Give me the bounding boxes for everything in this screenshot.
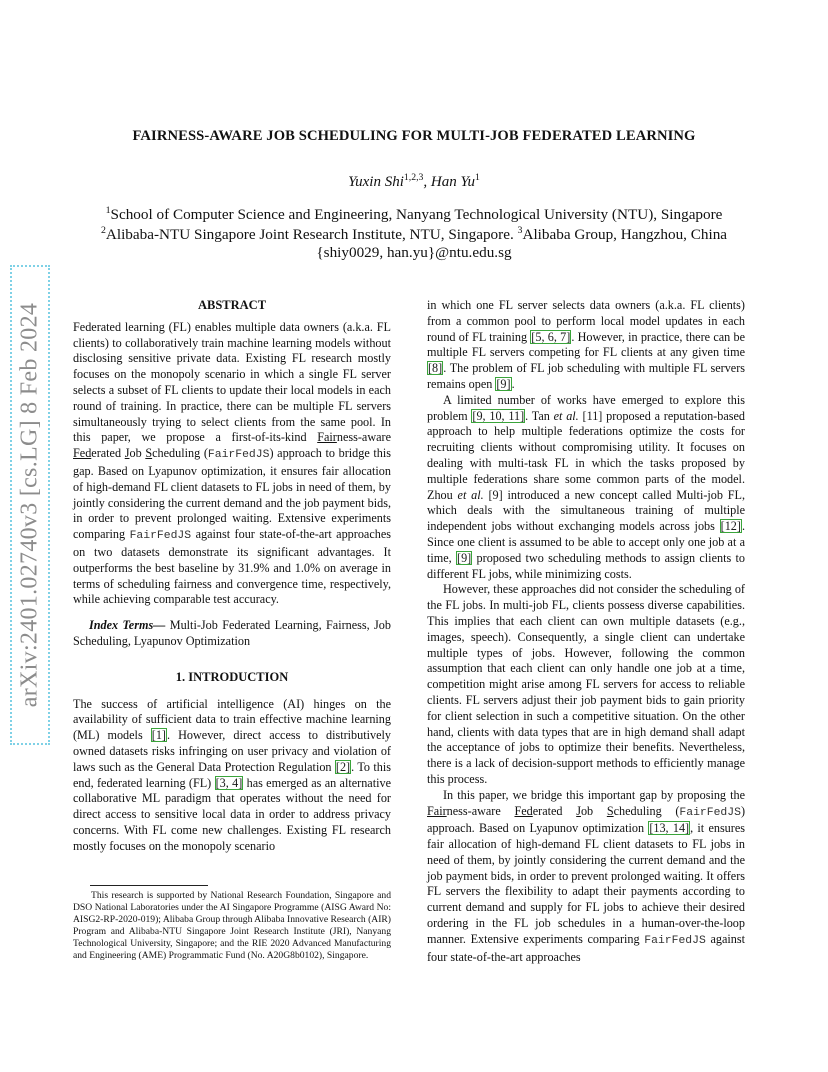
affiliation-line-1 bbox=[60, 205, 768, 224]
citation-link[interactable]: [1] bbox=[151, 728, 166, 743]
affil-1-marker: 1 bbox=[105, 205, 111, 216]
affil-3-text: Alibaba Group, Hangzhou, China bbox=[522, 226, 728, 244]
right-paragraph-4 bbox=[427, 788, 745, 966]
acronym-f: Fair bbox=[317, 430, 337, 445]
author-2-affil: 1 bbox=[474, 172, 480, 183]
intro-part-1: The success of artificial intelligence (AI) hinges on the availability of sufficient data to train effective machine learning (ML) models bbox=[73, 696, 391, 743]
et-al: et al. bbox=[457, 487, 484, 502]
author-separator: , bbox=[423, 174, 431, 190]
rp1-a: in which one FL server selects data owners (a.k.a. FL clients) from a common pool to perform local model updates in each round of FL training bbox=[427, 298, 745, 344]
acronym-s: S bbox=[145, 446, 153, 461]
citation-link[interactable]: [8] bbox=[428, 361, 443, 376]
citation-link[interactable]: [2] bbox=[335, 759, 351, 774]
affil-2-marker: 2 bbox=[100, 225, 106, 236]
affil-1-text: School of Computer Science and Engineering, Nanyang Technological University (NTU), Singapore bbox=[110, 206, 723, 224]
acronym-rest-2: erated bbox=[532, 803, 577, 818]
method-name: FairFedJS bbox=[679, 806, 741, 819]
citation-link[interactable]: [9] bbox=[457, 550, 472, 565]
rp2-e: . Since one client is assumed to be able to accept only one job at a time, bbox=[427, 519, 745, 565]
abstract-text bbox=[73, 320, 391, 608]
funding-footnote: This research is supported by National Research Foundation, Singapore and DSO National Laboratories under the AI Singapore Programme (AISG Award No: AISG2-RP-2020-019); Alibaba Group through Alibaba Innovative Research (AIR) Program and Alibaba-NTU Singapore Joint Research Institute (JRI), Nanyang Technological University, Singapore; and the RIE 2020 Advanced Manufacturing and Engineering (AME) Programmatic Fund (No. A20G8b0102), Singapore. bbox=[73, 890, 391, 961]
rp2-b: . Tan bbox=[525, 408, 554, 423]
rp1-d: . bbox=[511, 376, 515, 391]
right-column bbox=[427, 298, 745, 965]
paper-title: FAIRNESS-AWARE JOB SCHEDULING FOR MULTI-JOB FEDERATED LEARNING bbox=[132, 128, 696, 144]
rp4-c: , it ensures fair allocation of high-demand FL client datasets to FL jobs in need of them, by jointly considering the current demand and the job payment bids, in order to prevent prolonged waiting. It offers FL servers the flexibility to adapt their payments according to current demand and supply for FL jobs to achieve their desired ordering in the FL job schedules in a human-over-the-loop manner. Extensive experiments comparing bbox=[427, 821, 745, 946]
rp4-b: ) approach. Based on Lyapunov optimization bbox=[427, 803, 746, 836]
left-column bbox=[73, 298, 391, 855]
intro-part-3: . To this end, federated learning (FL) bbox=[73, 759, 392, 790]
acronym-fed: Fed bbox=[73, 446, 92, 461]
author-emails: {shiy0029, han.yu}@ntu.edu.sg bbox=[316, 244, 512, 261]
index-terms bbox=[73, 618, 391, 650]
acronym-j: J bbox=[124, 446, 130, 461]
acronym-j: J bbox=[576, 803, 581, 818]
method-name-2: FairFedJS bbox=[129, 530, 192, 543]
abstract-part-2: ) approach to bridge this gap. Based on Lyapunov optimization, it ensures fair allocation of high-demand FL client datasets to FL jobs in need of them, by jointly considering the current demand and the job payment bids, in order to prevent prolonged waiting. Extensive experiments comparing bbox=[73, 446, 392, 542]
affil-2-text: Alibaba-NTU Singapore Joint Research Institute, NTU, Singapore. bbox=[105, 226, 518, 244]
author-1-affil: 1,2,3 bbox=[403, 172, 424, 183]
index-terms-label: Index Terms— bbox=[89, 618, 166, 633]
rp2-a: A limited number of works have emerged to explore this problem bbox=[427, 392, 745, 423]
acronym-rest-1: ness-aware bbox=[446, 803, 515, 818]
method-name-2: FairFedJS bbox=[644, 934, 706, 947]
right-paragraph-3: However, these approaches did not consider the scheduling of the FL jobs. In multi-job FL, clients possess diverse capabilities. This implies that each client can own multiple datasets (e.g., images, speech). Consequently, a single client can undertake multiple types of jobs. However, following the common assumption that each client can only handle one job at a time, competition might arise among FL servers for access to reliable clients. FL servers adjust their job payment bids to gain priority for client selection in such a competitive situation. On the other hand, clients with data types that are in high demand shall adapt the acceptance of jobs to optimize their benefits. Nevertheless, there is a lack of decision-support methods to efficiently manage this process. bbox=[427, 582, 745, 786]
acronym-rest-2: erated bbox=[91, 446, 125, 461]
arxiv-stamp bbox=[10, 265, 50, 745]
method-name: FairFedJS bbox=[207, 449, 270, 462]
right-paragraph-2 bbox=[427, 393, 745, 583]
acronym-rest-3: ob bbox=[129, 446, 146, 461]
acronym-rest-3: ob bbox=[580, 803, 607, 818]
abstract-heading: ABSTRACT bbox=[197, 298, 267, 312]
citation-link[interactable]: [9] bbox=[496, 376, 511, 391]
abstract-part-1: Federated learning (FL) enables multiple data owners (a.k.a. FL clients) to collaboratively train machine learning models without disclosing sensitive private data. Existing FL research mostly focuses on the monopoly scenario in which a single FL server selects a subset of FL clients to update their local models in each round of training. In practice, there can be multiple FL servers simultaneously trying to select clients from the same pool. In this paper, we propose a first-of-its-kind bbox=[73, 319, 391, 445]
acronym-rest-4: cheduling ( bbox=[613, 803, 680, 818]
citation-link[interactable]: [3, 4] bbox=[215, 775, 243, 790]
intro-heading: 1. INTRODUCTION bbox=[175, 669, 289, 684]
author-1-name: Yuxin Shi bbox=[348, 174, 404, 190]
acronym-f: Fair bbox=[427, 803, 447, 818]
rp2-c: proposed a reputation-based approach to help multiple federations optimize the costs for recruiting clients without compromising utility. It focuses on dealing with multi-task FL in which the tasks proposed by multiple federations share some common parts of the model. Zhou bbox=[427, 408, 745, 502]
rp4-a: In this paper, we bridge this important gap by proposing the bbox=[443, 787, 745, 802]
arxiv-identifier: arXiv:2401.02740v3 [cs.LG] 8 Feb 2024 bbox=[16, 302, 43, 708]
author-line bbox=[60, 172, 768, 191]
author-2-name: Han Yu bbox=[430, 174, 475, 190]
rp1-c: . The problem of FL job scheduling with multiple FL servers remains open bbox=[427, 361, 745, 391]
footnote-rule bbox=[90, 885, 208, 886]
intro-text bbox=[73, 697, 391, 855]
affiliation-line-2 bbox=[60, 225, 768, 244]
citation-link[interactable]: [13, 14] bbox=[649, 821, 690, 836]
acronym-s: S bbox=[606, 803, 614, 818]
right-paragraph-1 bbox=[427, 298, 745, 393]
index-terms-text: Multi-Job Federated Learning, Fairness, Job Scheduling, Lyapunov Optimization bbox=[73, 618, 391, 648]
citation-link[interactable]: [5, 6, 7] bbox=[531, 329, 571, 344]
rp4-d: against four state-of-the-art approaches bbox=[427, 931, 745, 964]
citation-link[interactable]: [9, 10, 11] bbox=[472, 408, 525, 423]
acronym-rest-1: ness-aware bbox=[336, 430, 391, 445]
citation-link[interactable]: [11] bbox=[578, 408, 603, 423]
intro-part-4: has emerged as an alternative collaborative ML paradigm that operates without the need for direct access to sensitive local data in order to address privacy concerns. With FL come new challenges. Existing FL research mostly focuses on the monopoly scenario bbox=[73, 775, 391, 853]
citation-link[interactable]: [9] bbox=[483, 487, 503, 502]
acronym-fed: Fed bbox=[514, 803, 533, 818]
paren-open: ( bbox=[203, 446, 208, 461]
citation-link[interactable]: [12] bbox=[720, 519, 741, 534]
rp2-f: proposed two scheduling methods to assign clients to different FL jobs, while minimizing costs. bbox=[427, 550, 745, 581]
abstract-part-3: against four state-of-the-art approaches on two datasets demonstrate its significant advantages. It outperforms the best baseline by 31.9% and 1.0% on average in terms of scheduling fairness and convergence time, respectively, while achieving comparable test accuracy. bbox=[73, 527, 391, 607]
rp2-d: introduced a new concept called Multi-job FL, which deals with the simultaneous training of multiple independent jobs without exchanging models across jobs bbox=[427, 487, 746, 534]
acronym-rest-4: cheduling bbox=[152, 446, 201, 461]
affil-3-marker: 3 bbox=[517, 225, 523, 236]
rp1-b: . However, in practice, there can be multiple FL servers competing for FL clients at any given time bbox=[427, 329, 745, 360]
et-al: et al. bbox=[553, 408, 579, 423]
intro-part-2: . However, direct access to distributively owned datasets risks infringing on user privacy and violation of laws such as the General Data Protection Regulation bbox=[73, 728, 391, 774]
